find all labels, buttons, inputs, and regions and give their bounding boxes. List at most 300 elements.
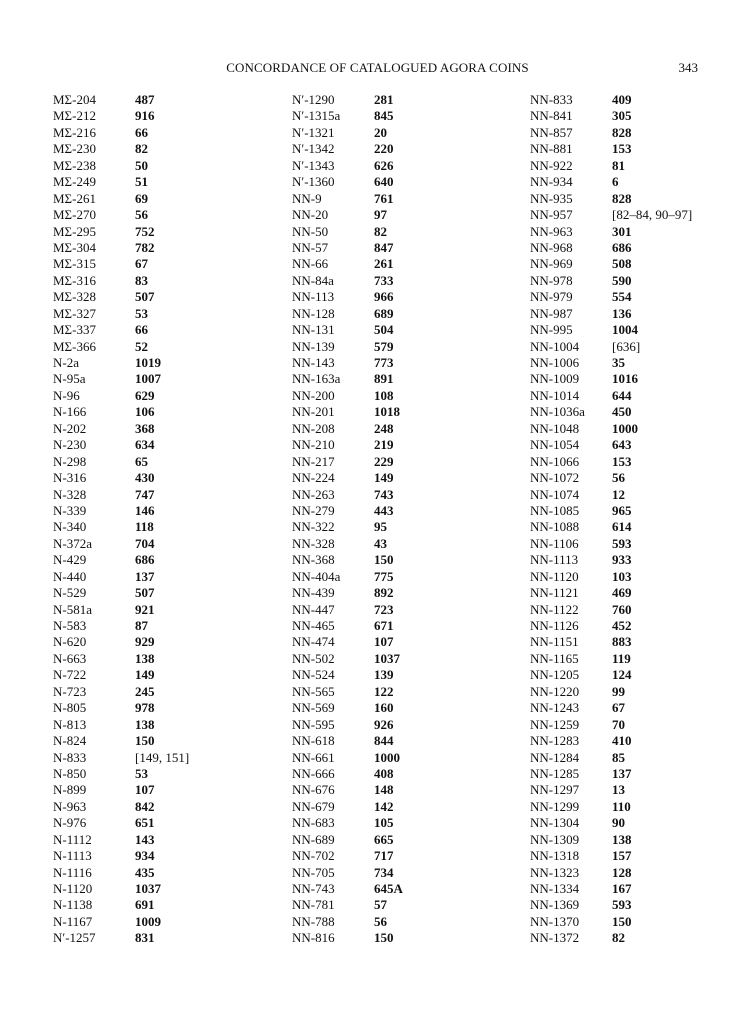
catalogue-number: 1000 [612,420,638,436]
inventory-number: N′-1343 [292,157,335,173]
concordance-entry [292,651,403,667]
inventory-number: NN-200 [292,387,335,403]
concordance-entry [292,339,403,355]
inventory-number: MΣ-304 [53,239,96,255]
concordance-entry [53,552,189,568]
concordance-entry [530,602,692,618]
catalogue-number: 82 [374,223,387,239]
concordance-entry [292,421,403,437]
concordance-entry [53,437,189,453]
inventory-number: NN-263 [292,486,335,502]
catalogue-number: 408 [374,765,394,781]
catalogue-number: 229 [374,453,394,469]
catalogue-number: 139 [374,667,394,683]
inventory-number: NN-683 [292,815,335,831]
concordance-entry [530,667,692,683]
catalogue-number: 965 [612,502,632,518]
inventory-number: N′-1315a [292,108,341,124]
inventory-number: NN-20 [292,207,329,223]
concordance-entry [530,306,692,322]
catalogue-number: 136 [612,305,632,321]
concordance-entry [530,634,692,650]
concordance-entry [530,158,692,174]
inventory-number: NN-404a [292,568,341,584]
inventory-number: MΣ-212 [53,108,96,124]
inventory-number: MΣ-316 [53,272,96,288]
inventory-number: NN-1072 [530,470,580,486]
inventory-number: NN-1122 [530,601,579,617]
catalogue-number: 645A [374,881,403,896]
concordance-entry [530,766,692,782]
catalogue-number: 921 [135,601,155,617]
concordance-entry [53,224,189,240]
catalogue-number: 634 [135,437,155,453]
concordance-entry [292,289,403,305]
inventory-number: NN-1323 [530,864,580,880]
inventory-number: NN-368 [292,552,335,568]
inventory-number: MΣ-216 [53,124,96,140]
inventory-number: NN-995 [530,322,573,338]
catalogue-number: 828 [612,124,632,140]
concordance-entry [292,503,403,519]
catalogue-number: 220 [374,141,394,157]
concordance-entry [292,766,403,782]
inventory-number: NN-565 [292,683,335,699]
concordance-entry [53,651,189,667]
catalogue-number: 926 [374,716,394,732]
catalogue-number: 734 [374,864,394,880]
concordance-entry [530,141,692,157]
concordance-entry [292,108,403,124]
inventory-number: NN-1151 [530,634,579,650]
inventory-number: N-813 [53,716,87,732]
catalogue-number: [149, 151] [135,749,190,765]
catalogue-number: 593 [612,535,632,551]
inventory-number: N-340 [53,519,87,535]
catalogue-number: 103 [612,568,632,584]
inventory-number: NN-224 [292,470,335,486]
running-title: CONCORDANCE OF CATALOGUED AGORA COINS [226,60,529,75]
concordance-entry [53,487,189,503]
inventory-number: NN-569 [292,700,335,716]
catalogue-number: 430 [135,470,155,486]
catalogue-number: 69 [135,190,148,206]
catalogue-number: 150 [612,913,632,929]
inventory-number: NN-1085 [530,502,580,518]
catalogue-number: 157 [612,848,632,864]
catalogue-number: 138 [135,716,155,732]
inventory-number: NN-1066 [530,453,580,469]
concordance-entry [292,404,403,420]
catalogue-number: 150 [374,930,394,946]
inventory-number: N-429 [53,552,87,568]
concordance-entry [530,92,692,108]
concordance-entry [292,618,403,634]
inventory-number: NN-705 [292,864,335,880]
inventory-number: NN-679 [292,798,335,814]
concordance-entry [292,224,403,240]
concordance-entry [53,503,189,519]
inventory-number: N-1167 [53,913,93,929]
catalogue-number: 142 [374,798,394,814]
catalogue-number: 828 [612,190,632,206]
inventory-number: N-230 [53,437,87,453]
concordance-entry [530,355,692,371]
concordance-entry [53,700,189,716]
inventory-number: NN-922 [530,157,573,173]
concordance-entry [53,174,189,190]
inventory-number: NN-1009 [530,371,580,387]
concordance-entry [292,897,403,913]
concordance-entry [53,125,189,141]
concordance-entry [53,141,189,157]
catalogue-number: 733 [374,272,394,288]
inventory-number: MΣ-261 [53,190,96,206]
concordance-entry [530,717,692,733]
concordance-entry [292,437,403,453]
concordance-entry [53,108,189,124]
catalogue-number: 50 [135,157,148,173]
concordance-entry [530,371,692,387]
inventory-number: NN-781 [292,897,335,913]
inventory-number: MΣ-270 [53,207,96,223]
inventory-number: NN-128 [292,305,335,321]
catalogue-number: 301 [612,223,632,239]
concordance-entry [292,355,403,371]
catalogue-number: 1037 [135,881,161,896]
concordance-entry [53,306,189,322]
catalogue-number: 82 [135,141,148,157]
catalogue-number: 629 [135,387,155,403]
concordance-entry [530,503,692,519]
inventory-number: NN-139 [292,338,335,354]
catalogue-number: 53 [135,305,148,321]
catalogue-number: 689 [374,305,394,321]
inventory-number: NN-743 [292,881,335,896]
inventory-number: MΣ-328 [53,289,96,305]
concordance-entry [292,684,403,700]
catalogue-number: 614 [612,519,632,535]
inventory-number: N-440 [53,568,87,584]
concordance-entry [530,388,692,404]
concordance-entry [530,273,692,289]
catalogue-number: 743 [374,486,394,502]
concordance-entry [53,421,189,437]
concordance-entry [530,470,692,486]
concordance-entry [53,865,189,881]
catalogue-number: 626 [374,157,394,173]
concordance-entry [53,799,189,815]
inventory-number: NN-1165 [530,650,579,666]
concordance-entry [53,388,189,404]
catalogue-number: 747 [135,486,155,502]
inventory-number: NN-474 [292,634,335,650]
catalogue-number: 137 [135,568,155,584]
catalogue-number: 146 [135,502,155,518]
inventory-number: MΣ-238 [53,157,96,173]
concordance-entry [292,371,403,387]
inventory-number: MΣ-366 [53,338,96,354]
inventory-number: MΣ-327 [53,305,96,321]
catalogue-number: 508 [612,256,632,272]
catalogue-number: 593 [612,897,632,913]
catalogue-number: 891 [374,371,394,387]
catalogue-number: [82–84, 90–97] [612,207,693,223]
concordance-entry [292,487,403,503]
inventory-number: NN-1120 [530,568,579,584]
inventory-number: N-328 [53,486,87,502]
catalogue-number: 704 [135,535,155,551]
inventory-number: N-899 [53,782,87,798]
concordance-entry [53,733,189,749]
concordance-entry [53,191,189,207]
catalogue-number: 844 [374,733,394,749]
catalogue-number: 507 [135,585,155,601]
catalogue-number: 118 [135,519,154,535]
inventory-number: NN-113 [292,289,335,305]
concordance-entry [530,848,692,864]
inventory-number: NN-857 [530,124,573,140]
inventory-number: NN-439 [292,585,335,601]
inventory-number: N-339 [53,502,87,518]
catalogue-number: 305 [612,108,632,124]
catalogue-number: 83 [135,272,148,288]
catalogue-number: 66 [135,322,148,338]
catalogue-number: 248 [374,420,394,436]
catalogue-number: 53 [135,765,148,781]
concordance-entry [53,158,189,174]
catalogue-number: 66 [135,124,148,140]
catalogue-number: 97 [374,207,387,223]
inventory-number: N-663 [53,650,87,666]
concordance-entry [53,717,189,733]
concordance-entry [292,158,403,174]
inventory-number: NN-689 [292,831,335,847]
concordance-entry [530,750,692,766]
catalogue-number: 1004 [612,322,638,338]
inventory-number: N-298 [53,453,87,469]
concordance-entry [530,421,692,437]
catalogue-number: 929 [135,634,155,650]
concordance-entry [530,437,692,453]
inventory-number: NN-1285 [530,765,580,781]
catalogue-number: 1009 [135,913,161,929]
inventory-number: N-583 [53,618,87,633]
concordance-entry [53,832,189,848]
concordance-entry [292,848,403,864]
catalogue-number: 138 [612,831,632,847]
concordance-column-3 [530,92,692,947]
inventory-number: NN-1126 [530,618,579,633]
catalogue-number: 6 [612,174,619,190]
inventory-number: N′-1257 [53,930,96,946]
concordance-entry [530,815,692,831]
inventory-number: N-620 [53,634,87,650]
inventory-number: NN-1036a [530,404,585,420]
catalogue-number: 51 [135,174,148,190]
concordance-entry [292,125,403,141]
concordance-entry [292,141,403,157]
catalogue-number: 761 [374,190,394,206]
catalogue-number: 150 [135,733,155,749]
catalogue-number: 67 [135,256,148,272]
inventory-number: NN-1297 [530,782,580,798]
catalogue-number: 640 [374,174,394,190]
inventory-number: NN-9 [292,190,322,206]
catalogue-number: 487 [135,92,155,107]
concordance-entry [530,174,692,190]
inventory-number: NN-208 [292,420,335,436]
catalogue-number: 933 [612,552,632,568]
inventory-number: NN-957 [530,207,573,223]
catalogue-number: 122 [374,683,394,699]
inventory-number: NN-969 [530,256,573,272]
catalogue-number: 686 [135,552,155,568]
catalogue-number: 107 [374,634,394,650]
concordance-entry [530,897,692,913]
concordance-entry [292,930,403,946]
catalogue-number: 153 [612,141,632,157]
inventory-number: NN-1370 [530,913,580,929]
concordance-entry [530,454,692,470]
inventory-number: NN-1283 [530,733,580,749]
concordance-entry [53,256,189,272]
inventory-number: NN-816 [292,930,335,946]
catalogue-number: 108 [374,387,394,403]
concordance-entry [53,634,189,650]
catalogue-number: 651 [135,815,155,831]
catalogue-number: 691 [135,897,155,913]
concordance-entry [530,865,692,881]
inventory-number: NN-1106 [530,535,579,551]
inventory-number: NN-1088 [530,519,580,535]
inventory-number: NN-50 [292,223,329,239]
catalogue-number: 773 [374,355,394,370]
catalogue-number: 409 [612,92,632,107]
inventory-number: MΣ-315 [53,256,96,272]
catalogue-number: 507 [135,289,155,305]
inventory-number: NN-833 [530,92,573,107]
catalogue-number: 831 [135,930,155,946]
concordance-entry [292,700,403,716]
concordance-entry [53,848,189,864]
inventory-number: NN-1074 [530,486,580,502]
catalogue-number: 775 [374,568,394,584]
catalogue-number: 124 [612,667,632,683]
concordance-entry [530,289,692,305]
inventory-number: N-1120 [53,881,93,896]
concordance-entry [292,569,403,585]
concordance-entry [53,881,189,897]
inventory-number: NN-661 [292,749,335,765]
catalogue-number: 686 [612,239,632,255]
inventory-number: MΣ-230 [53,141,96,157]
inventory-number: NN-618 [292,733,335,749]
catalogue-number: 56 [135,207,148,223]
inventory-number: NN-279 [292,502,335,518]
catalogue-number: 1018 [374,404,400,420]
inventory-number: N-316 [53,470,87,486]
concordance-entry [530,191,692,207]
catalogue-number: 35 [612,355,625,370]
inventory-number: NN-465 [292,618,335,633]
concordance-entry [530,108,692,124]
catalogue-number: 671 [374,618,394,633]
catalogue-number: 148 [374,782,394,798]
catalogue-number: 469 [612,585,632,601]
inventory-number: N-2a [53,355,79,370]
inventory-number: N-723 [53,683,87,699]
concordance-entry [53,618,189,634]
catalogue-number: 149 [374,470,394,486]
concordance-entry [530,207,692,223]
inventory-number: NN-1284 [530,749,580,765]
inventory-number: NN-66 [292,256,329,272]
catalogue-number: 20 [374,124,387,140]
concordance-entry [53,355,189,371]
concordance-entry [292,832,403,848]
catalogue-number: 892 [374,585,394,601]
catalogue-number: 128 [612,864,632,880]
inventory-number: NN-1372 [530,930,580,946]
catalogue-number: 847 [374,239,394,255]
concordance-entry [292,92,403,108]
catalogue-number: 57 [374,897,387,913]
concordance-entry [292,191,403,207]
concordance-entry [292,306,403,322]
catalogue-number: 410 [612,733,632,749]
concordance-entry [530,552,692,568]
inventory-number: NN-131 [292,322,335,338]
catalogue-number: 665 [374,831,394,847]
inventory-number: N-805 [53,700,87,716]
inventory-number: NN-978 [530,272,573,288]
inventory-number: N-202 [53,420,87,436]
concordance-entry [530,881,692,897]
catalogue-number: 281 [374,92,394,107]
catalogue-number: 67 [612,700,625,716]
concordance-entry [292,519,403,535]
concordance-entry [292,717,403,733]
concordance-entry [53,815,189,831]
catalogue-number: 43 [374,535,387,551]
concordance-entry [292,454,403,470]
concordance-entry [530,519,692,535]
concordance-entry [53,930,189,946]
inventory-number: N-1113 [53,848,92,864]
inventory-number: NN-1054 [530,437,580,453]
concordance-entry [292,552,403,568]
inventory-number: N-824 [53,733,87,749]
concordance-entry [53,470,189,486]
concordance-entry [292,815,403,831]
concordance-entry [292,667,403,683]
inventory-number: NN-1318 [530,848,580,864]
catalogue-number: 504 [374,322,394,338]
catalogue-number: 150 [374,552,394,568]
inventory-number: NN-595 [292,716,335,732]
inventory-number: N-850 [53,765,87,781]
catalogue-number: 1007 [135,371,161,387]
concordance-entry [53,92,189,108]
inventory-number: NN-1369 [530,897,580,913]
concordance-entry [292,602,403,618]
concordance-entry [292,782,403,798]
inventory-number: N-722 [53,667,87,683]
inventory-number: N-1112 [53,831,92,847]
inventory-number: NN-1334 [530,881,580,896]
catalogue-number: 99 [612,683,625,699]
